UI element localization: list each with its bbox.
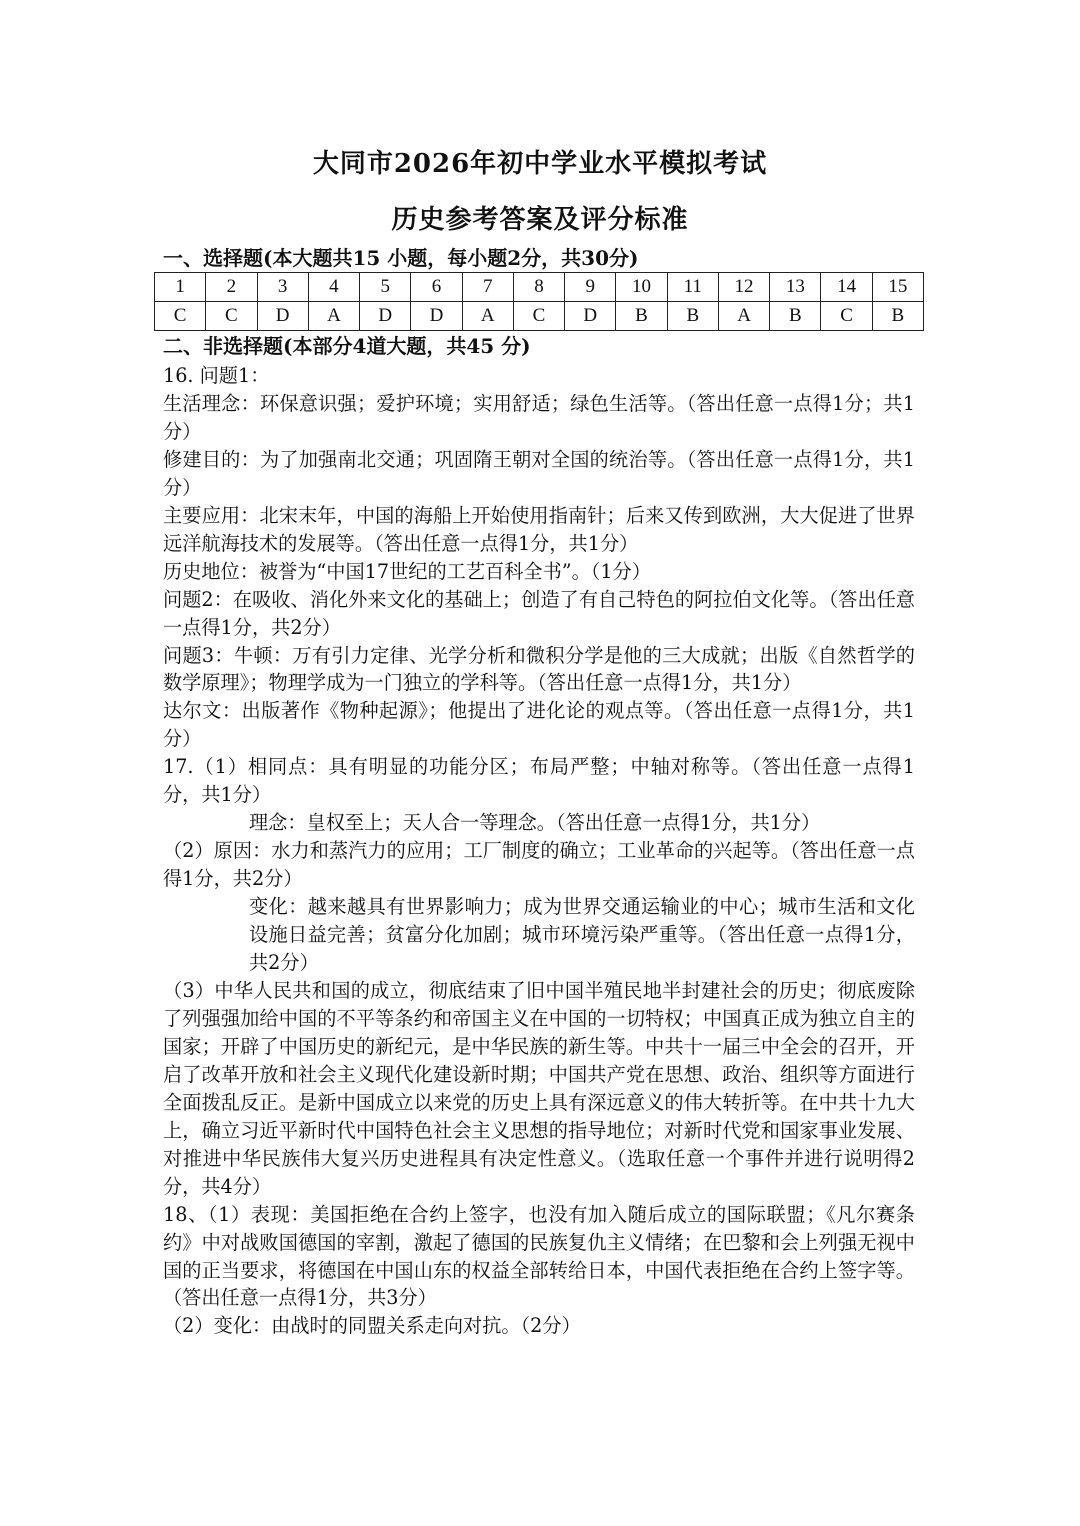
answer-cell: B: [616, 302, 667, 331]
question-number: 7: [462, 273, 513, 302]
q17-part1-similarity: 17.（1）相同点：具有明显的功能分区；布局严整；中轴对称等。（答出任意一点得1分，共1分）: [163, 755, 915, 807]
answer-cell: B: [770, 302, 821, 331]
question-number: 14: [821, 273, 872, 302]
answer-row: [155, 302, 924, 331]
question-number: 9: [565, 273, 616, 302]
question-number: 10: [616, 273, 667, 302]
answer-cell: D: [257, 302, 308, 331]
question-number: 15: [872, 273, 923, 302]
exam-subtitle: 历史参考答案及评分标准: [391, 205, 689, 235]
q16-historical-status: 历史地位：被誉为“中国17世纪的工艺百科全书”。（1分）: [163, 559, 651, 583]
q18-part1: 18、（1）表现：美国拒绝在合约上签字，也没有加入随后成立的国际联盟；《凡尔赛条约》中对战败国德国的宰割，激起了德国的民族复仇主义情绪；在巴黎和会上列强无视中国的正当要求，将德国在中国山东的权益全部转给日本，中国代表拒绝在合约上签字等。（答出任意一点得1分，共3分）: [163, 1202, 915, 1310]
answer-cell: C: [821, 302, 872, 331]
answer-cell: D: [360, 302, 411, 331]
answer-cell: A: [308, 302, 359, 331]
q16-question3-darwin: 达尔文：出版著作《物种起源》；他提出了进化论的观点等。（答出任意一点得1分，共1分）: [163, 699, 915, 751]
choice-answer-table: [154, 272, 924, 331]
answer-body: [163, 362, 915, 1340]
question-number: 4: [308, 273, 359, 302]
answer-cell: D: [565, 302, 616, 331]
exam-title: 大同市2026年初中学业水平模拟考试: [312, 149, 768, 179]
section2-heading: 二、非选择题(本部分4道大题，共45 分): [163, 334, 531, 358]
q16-compass-use: 主要应用：北宋末年，中国的海船上开始使用指南针；后来又传到欧洲，大大促进了世界远洋航海技术的发展等。（答出任意一点得1分，共1分）: [163, 503, 915, 555]
question-number-row: [155, 273, 924, 302]
answer-cell: A: [718, 302, 769, 331]
answer-cell: B: [667, 302, 718, 331]
q17-part3: （3）中华人民共和国的成立，彻底结束了旧中国半殖民地半封建社会的历史；彻底废除了列强强加给中国的不平等条约和帝国主义在中国的一切特权；中国真正成为独立自主的国家；开辟了中国历史的新纪元，是中华民族的新生等。中共十一届三中全会的召开，开启了改革开放和社会主义现代化建设新时期；中国共产党在思想、政治、组织等方面进行全面拨乱反正。是新中国成立以来党的历史上具有深远意义的伟大转折等。在中共十九大上，确立习近平新时代中国特色社会主义思想的指导地位；对新时代党和国家事业发展、对推进中华民族伟大复兴历史进程具有决定性意义。（选取任意一个事件并进行说明得2分，共4分）: [163, 978, 915, 1198]
q16-lifestyle: 生活理念：环保意识强；爱护环境；实用舒适；绿色生活等。（答出任意一点得1分；共1分）: [163, 391, 915, 443]
question-number: 13: [770, 273, 821, 302]
q17-part1-concept: 理念：皇权至上；天人合一等理念。（答出任意一点得1分，共1分）: [249, 811, 821, 835]
q16-question2: 问题2：在吸收、消化外来文化的基础上；创造了有自己特色的阿拉伯文化等。（答出任意一点得1分，共2分）: [163, 587, 915, 639]
question-number: 1: [155, 273, 206, 302]
question-number: 12: [718, 273, 769, 302]
question-number: 3: [257, 273, 308, 302]
q17-part2-reason: （2）原因：水力和蒸汽力的应用；工厂制度的确立；工业革命的兴起等。（答出任意一点得1分，共2分）: [163, 839, 915, 891]
question-number: 11: [667, 273, 718, 302]
question-number: 5: [360, 273, 411, 302]
q18-part2: （2）变化：由战时的同盟关系走向对抗。（2分）: [163, 1314, 581, 1338]
question-number: 6: [411, 273, 462, 302]
answer-cell: A: [462, 302, 513, 331]
question-number: 8: [513, 273, 564, 302]
answer-cell: C: [513, 302, 564, 331]
q16-question3-newton: 问题3：牛顿：万有引力定律、光学分析和微积分学是他的三大成就；出版《自然哲学的数学原理》；物理学成为一门独立的学科等。（答出任意一点得1分，共1分）: [163, 643, 915, 695]
answer-cell: C: [206, 302, 257, 331]
q16-canal-purpose: 修建目的：为了加强南北交通；巩固隋王朝对全国的统治等。（答出任意一点得1分，共1分）: [163, 447, 915, 499]
q16-label: 16. 问题1：: [163, 364, 270, 387]
section1-heading: 一、选择题(本大题共15 小题，每小题2分，共30分): [163, 246, 639, 270]
question-number: 2: [206, 273, 257, 302]
answer-cell: B: [872, 302, 923, 331]
q17-part2-change: 变化：越来越具有世界影响力；成为世界交通运输业的中心；城市生活和文化设施日益完善；贫富分化加剧；城市环境污染严重等。（答出任意一点得1分，共2分）: [249, 895, 915, 975]
answer-cell: D: [411, 302, 462, 331]
answer-cell: C: [155, 302, 206, 331]
